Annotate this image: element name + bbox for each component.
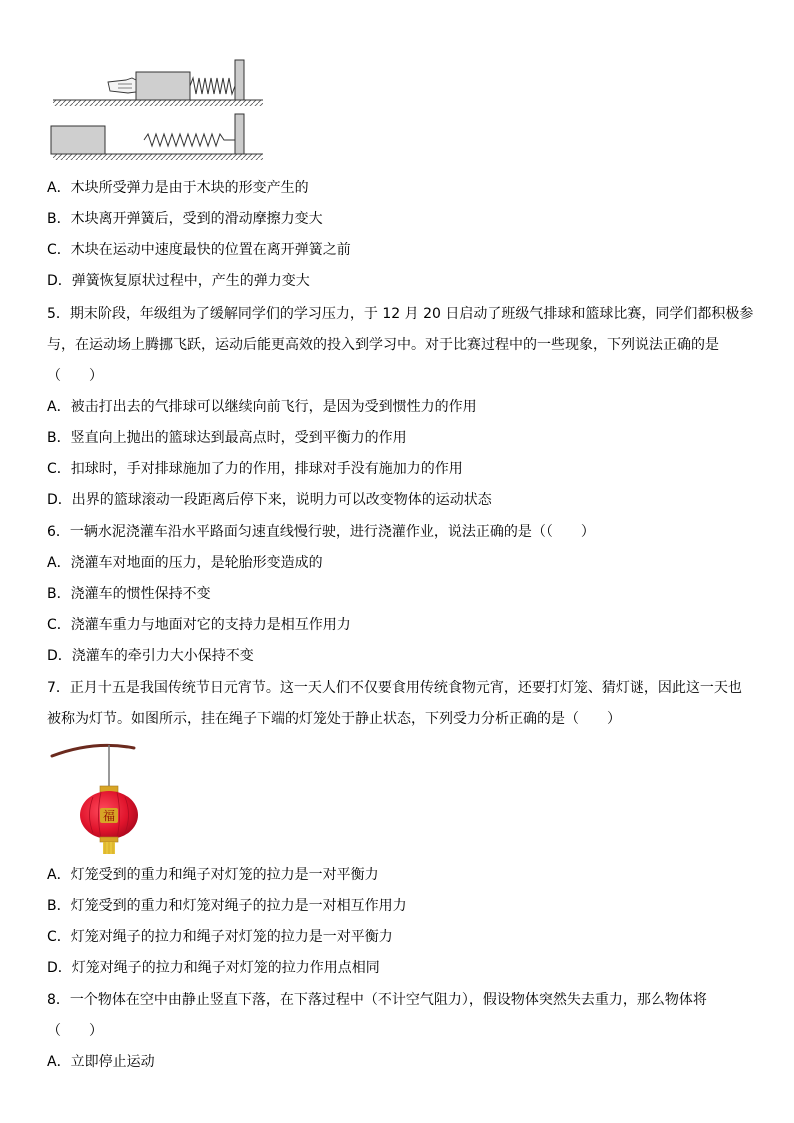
q8-option-a: A．立即停止运动 bbox=[47, 1054, 155, 1070]
q5-option-d: D．出界的篮球滚动一段距离后停下来，说明力可以改变物体的运动状态 bbox=[47, 492, 492, 508]
wooden-block-bottom bbox=[51, 126, 105, 154]
q6-option-c: C．浇灌车重力与地面对它的支持力是相互作用力 bbox=[47, 617, 351, 633]
q5-stem-line2: 与，在运动场上腾挪飞跃，运动后能更高效的投入到学习中。对于比赛过程中的一些现象，下列说法正确的是 bbox=[47, 337, 719, 353]
q6-stem: 6．一辆水泥浇灌车沿水平路面匀速直线慢行驶，进行浇灌作业，说法正确的是（（ ） bbox=[47, 524, 595, 540]
hanging-branch bbox=[52, 745, 134, 756]
q5-option-b: B．竖直向上抛出的篮球达到最高点时，受到平衡力的作用 bbox=[47, 430, 407, 446]
wall-bottom bbox=[235, 114, 244, 154]
wooden-block-top bbox=[136, 72, 190, 100]
ground-top bbox=[53, 100, 263, 106]
q8-stem-line1: 8．一个物体在空中由静止竖直下落，在下落过程中（不计空气阻力），假设物体突然失去重力，那么物体将 bbox=[47, 992, 707, 1008]
q6-option-a: A．浇灌车对地面的压力，是轮胎形变造成的 bbox=[47, 555, 323, 571]
q5-stem-line3: （ ） bbox=[47, 368, 103, 384]
ground-bottom bbox=[53, 154, 263, 160]
spring-compressed bbox=[190, 78, 235, 94]
q8-stem-line2: （ ） bbox=[47, 1023, 103, 1039]
q7-option-c: C．灯笼对绳子的拉力和绳子对灯笼的拉力是一对平衡力 bbox=[47, 929, 393, 945]
q7-stem-line1: 7．正月十五是我国传统节日元宵节。这一天人们不仅要食用传统食物元宵，还要打灯笼、猜灯谜，因此这一天也 bbox=[47, 680, 742, 696]
q7-stem-line2: 被称为灯节。如图所示，挂在绳子下端的灯笼处于静止状态，下列受力分析正确的是（ ） bbox=[47, 711, 621, 727]
q7-option-a: A．灯笼受到的重力和绳子对灯笼的拉力是一对平衡力 bbox=[47, 867, 379, 883]
q7-option-b: B．灯笼受到的重力和灯笼对绳子的拉力是一对相互作用力 bbox=[47, 898, 407, 914]
q4-option-b: B．木块离开弹簧后，受到的滑动摩擦力变大 bbox=[47, 211, 323, 227]
q7-option-d: D．灯笼对绳子的拉力和绳子对灯笼的拉力作用点相同 bbox=[47, 960, 380, 976]
lantern-icon bbox=[80, 786, 138, 854]
q4-option-d: D．弹簧恢复原状过程中，产生的弹力变大 bbox=[47, 273, 310, 289]
spring-relaxed bbox=[144, 134, 235, 146]
q5-option-a: A．被击打出去的气排球可以继续向前飞行，是因为受到惯性力的作用 bbox=[47, 399, 477, 415]
hand-icon bbox=[108, 78, 136, 93]
q6-option-b: B．浇灌车的惯性保持不变 bbox=[47, 586, 211, 602]
q6-option-d: D．浇灌车的牵引力大小保持不变 bbox=[47, 648, 254, 664]
lantern-fu-character: 福 bbox=[102, 809, 116, 823]
q5-stem-line1: 5．期末阶段，年级组为了缓解同学们的学习压力，于 12 月 20 日启动了班级气排球和篮球比赛，同学们都积极参 bbox=[47, 306, 754, 322]
q4-option-a: A．木块所受弹力是由于木块的形变产生的 bbox=[47, 180, 309, 196]
compressed-spring-scene bbox=[53, 60, 263, 106]
lantern-figure bbox=[48, 740, 140, 856]
spring-block-figure bbox=[48, 58, 268, 162]
q5-option-c: C．扣球时，手对排球施加了力的作用，排球对手没有施加力的作用 bbox=[47, 461, 463, 477]
released-spring-scene bbox=[51, 114, 263, 160]
q4-option-c: C．木块在运动中速度最快的位置在离开弹簧之前 bbox=[47, 242, 351, 258]
wall-top bbox=[235, 60, 244, 100]
